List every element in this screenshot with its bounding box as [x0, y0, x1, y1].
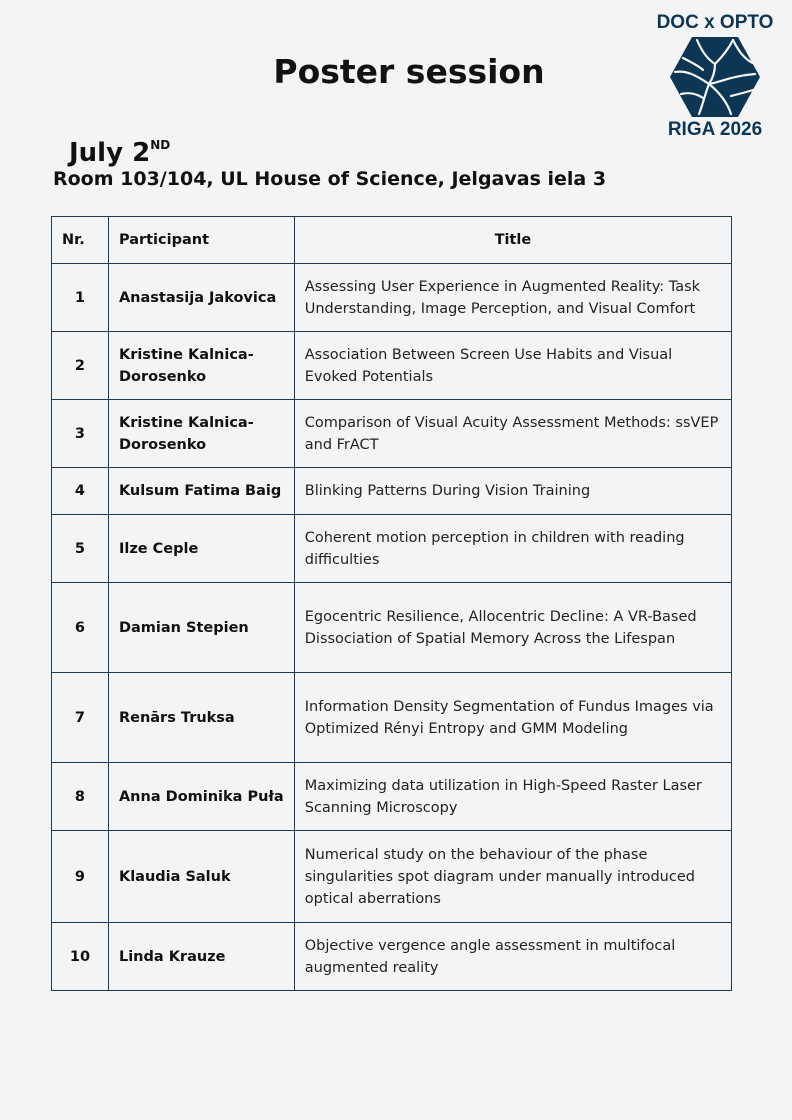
poster-title: Information Density Segmentation of Fundus Images via Optimized Rényi Entropy and GMM Modeling [294, 673, 731, 763]
row-number: 3 [52, 400, 109, 468]
poster-title: Objective vergence angle assessment in multifocal augmented reality [294, 923, 731, 991]
participant-name: Klaudia Saluk [108, 831, 294, 923]
table-row [52, 763, 732, 831]
participant-name: Kristine Kalnica-Dorosenko [108, 400, 294, 468]
header-participant: Participant [108, 217, 294, 264]
table-header-row [52, 217, 732, 264]
row-number: 7 [52, 673, 109, 763]
participant-name: Kulsum Fatima Baig [108, 468, 294, 515]
logo-top-text: DOC x OPTO [656, 12, 774, 33]
table-row [52, 923, 732, 991]
table-row [52, 264, 732, 332]
table-row [52, 400, 732, 468]
poster-title: Egocentric Resilience, Allocentric Decline: A VR-Based Dissociation of Spatial Memory Across the Lifespan [294, 583, 731, 673]
table-row [52, 831, 732, 923]
logo-bottom-text: RIGA 2026 [667, 119, 763, 140]
row-number: 6 [52, 583, 109, 673]
table-row [52, 515, 732, 583]
table-row [52, 583, 732, 673]
participant-name: Linda Krauze [108, 923, 294, 991]
poster-table [51, 216, 732, 991]
participant-name: Anna Dominika Puła [108, 763, 294, 831]
participant-name: Renārs Truksa [108, 673, 294, 763]
header-nr: Nr. [52, 217, 109, 264]
date-suffix: ND [150, 138, 171, 153]
row-number: 4 [52, 468, 109, 515]
participant-name: Damian Stepien [108, 583, 294, 673]
session-date [69, 138, 170, 168]
row-number: 5 [52, 515, 109, 583]
conference-logo [645, 12, 785, 141]
table-row [52, 332, 732, 400]
poster-title: Comparison of Visual Acuity Assessment Methods: ssVEP and FrACT [294, 400, 731, 468]
row-number: 2 [52, 332, 109, 400]
header-title: Title [294, 217, 731, 264]
hexagon-network-icon [669, 36, 761, 118]
poster-title: Maximizing data utilization in High-Speed Raster Laser Scanning Microscopy [294, 763, 731, 831]
row-number: 8 [52, 763, 109, 831]
poster-title: Assessing User Experience in Augmented Reality: Task Understanding, Image Perception, and Visual Comfort [294, 264, 731, 332]
participant-name: Ilze Ceple [108, 515, 294, 583]
poster-title: Blinking Patterns During Vision Training [294, 468, 731, 515]
table-row [52, 673, 732, 763]
poster-title: Association Between Screen Use Habits and Visual Evoked Potentials [294, 332, 731, 400]
page-title: Poster session [273, 52, 545, 91]
date-text: July 2 [69, 138, 151, 168]
row-number: 10 [52, 923, 109, 991]
participant-name: Anastasija Jakovica [108, 264, 294, 332]
poster-title: Numerical study on the behaviour of the phase singularities spot diagram under manually introduced optical aberrations [294, 831, 731, 923]
row-number: 9 [52, 831, 109, 923]
session-location: Room 103/104, UL House of Science, Jelgavas iela 3 [53, 168, 607, 190]
poster-title: Coherent motion perception in children with reading difficulties [294, 515, 731, 583]
row-number: 1 [52, 264, 109, 332]
table-row [52, 468, 732, 515]
participant-name: Kristine Kalnica-Dorosenko [108, 332, 294, 400]
